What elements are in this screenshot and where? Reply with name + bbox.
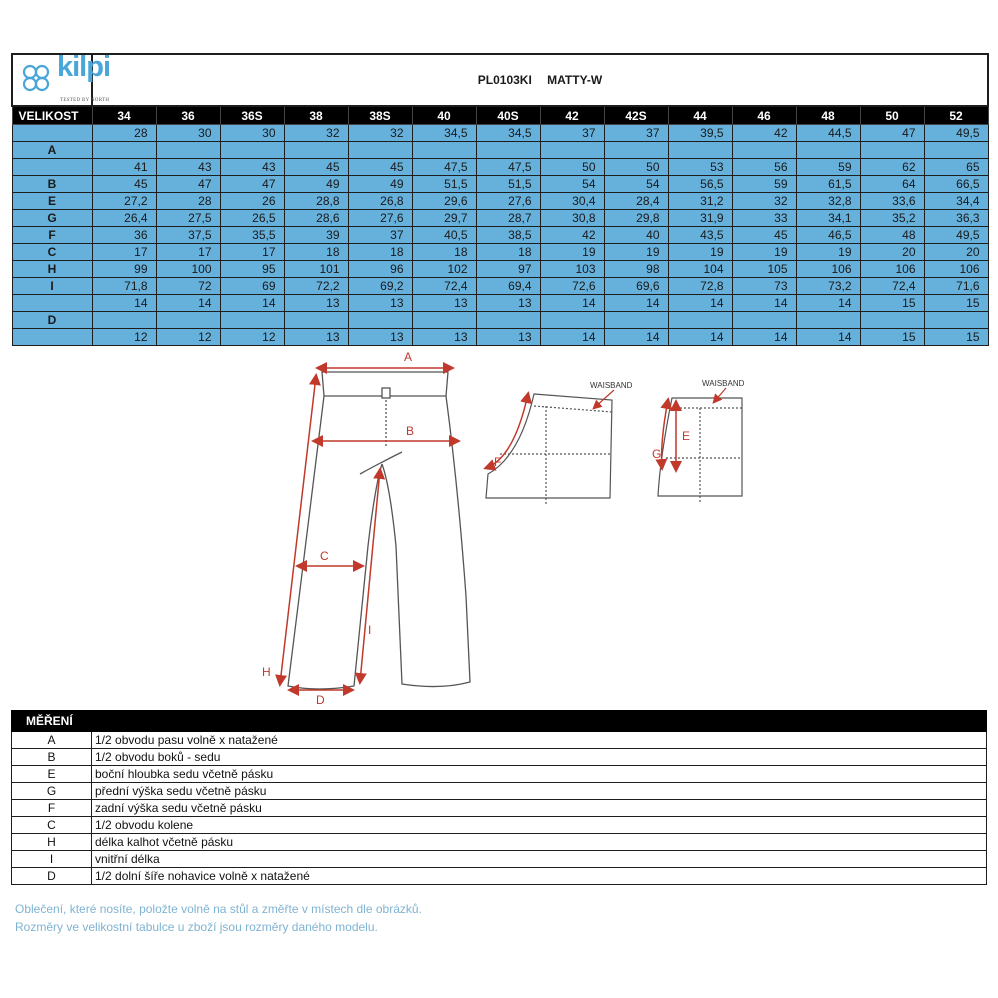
size-value-cell: 104 xyxy=(668,261,732,278)
size-value-cell: 14 xyxy=(604,295,668,312)
size-value-cell: 98 xyxy=(604,261,668,278)
size-value-cell xyxy=(92,312,156,329)
size-value-cell xyxy=(604,142,668,159)
size-value-cell: 43,5 xyxy=(668,227,732,244)
size-value-cell: 18 xyxy=(348,244,412,261)
measurement-key: D xyxy=(12,868,92,885)
size-value-cell: 47 xyxy=(220,176,284,193)
size-value-cell: 14 xyxy=(668,329,732,346)
size-value-cell: 66,5 xyxy=(924,176,988,193)
size-value-cell: 29,7 xyxy=(412,210,476,227)
measurement-description: vnitřní délka xyxy=(92,851,987,868)
size-value-cell: 34,1 xyxy=(796,210,860,227)
size-value-cell: 48 xyxy=(860,227,924,244)
size-value-cell: 29,8 xyxy=(604,210,668,227)
size-value-cell: 35,2 xyxy=(860,210,924,227)
size-value-cell: 41 xyxy=(92,159,156,176)
size-value-cell: 73 xyxy=(732,278,796,295)
size-value-cell: 37 xyxy=(604,125,668,142)
size-header-38: 38 xyxy=(284,106,348,125)
size-row xyxy=(12,312,988,329)
size-value-cell: 50 xyxy=(604,159,668,176)
size-value-cell: 105 xyxy=(732,261,796,278)
size-value-cell: 17 xyxy=(220,244,284,261)
measure-d xyxy=(290,690,352,707)
size-value-cell: 61,5 xyxy=(796,176,860,193)
size-value-cell: 32 xyxy=(284,125,348,142)
size-value-cell: 18 xyxy=(476,244,540,261)
size-value-cell: 38,5 xyxy=(476,227,540,244)
size-row-label: B xyxy=(12,176,92,193)
pants-measurement-diagram xyxy=(0,346,998,708)
size-value-cell: 69 xyxy=(220,278,284,295)
measuring-note: Oblečení, které nosíte, položte volně na stůl a změřte v místech dle obrázků. xyxy=(15,902,422,916)
size-value-cell: 54 xyxy=(604,176,668,193)
label-h: H xyxy=(262,665,271,679)
size-value-cell: 36,3 xyxy=(924,210,988,227)
size-value-cell: 27,2 xyxy=(92,193,156,210)
label-c: C xyxy=(320,549,329,563)
size-header-46: 46 xyxy=(732,106,796,125)
size-value-cell: 13 xyxy=(348,329,412,346)
size-value-cell: 97 xyxy=(476,261,540,278)
size-value-cell: 14 xyxy=(796,329,860,346)
size-value-cell: 14 xyxy=(220,295,284,312)
size-value-cell: 71,8 xyxy=(92,278,156,295)
size-value-cell: 26 xyxy=(220,193,284,210)
size-value-cell: 14 xyxy=(796,295,860,312)
size-value-cell: 106 xyxy=(860,261,924,278)
size-value-cell: 47 xyxy=(860,125,924,142)
size-value-cell: 27,6 xyxy=(348,210,412,227)
size-row xyxy=(12,227,988,244)
size-value-cell xyxy=(348,312,412,329)
size-value-cell: 96 xyxy=(348,261,412,278)
size-row-label: H xyxy=(12,261,92,278)
label-i: I xyxy=(368,623,372,637)
size-row-label: F xyxy=(12,227,92,244)
measurement-key: A xyxy=(12,732,92,749)
size-value-cell: 45 xyxy=(732,227,796,244)
label-b: B xyxy=(406,424,415,438)
size-value-cell xyxy=(220,142,284,159)
size-value-cell xyxy=(412,312,476,329)
size-row-label: E xyxy=(12,193,92,210)
size-value-cell: 72,4 xyxy=(412,278,476,295)
measure-i xyxy=(360,470,380,682)
size-value-cell xyxy=(92,142,156,159)
size-value-cell: 28 xyxy=(92,125,156,142)
label-e: E xyxy=(682,429,691,443)
size-row xyxy=(12,159,988,176)
waistband-label-right: WAISBAND xyxy=(702,379,745,388)
waistband-pointer-left xyxy=(590,381,633,408)
measurement-row xyxy=(12,817,987,834)
size-value-cell: 27,5 xyxy=(156,210,220,227)
size-value-cell xyxy=(476,312,540,329)
size-header-42: 42 xyxy=(540,106,604,125)
pants-outline xyxy=(288,372,470,689)
size-value-cell: 30,8 xyxy=(540,210,604,227)
size-value-cell: 26,4 xyxy=(92,210,156,227)
measure-c xyxy=(298,549,362,566)
size-row-label xyxy=(12,329,92,346)
size-value-cell: 49,5 xyxy=(924,125,988,142)
size-row xyxy=(12,193,988,210)
size-value-cell: 14 xyxy=(92,295,156,312)
measurement-key: C xyxy=(12,817,92,834)
size-value-cell: 19 xyxy=(540,244,604,261)
size-value-cell: 20 xyxy=(860,244,924,261)
brand-logo-cell xyxy=(12,51,111,106)
size-value-cell: 73,2 xyxy=(796,278,860,295)
size-value-cell: 28,8 xyxy=(284,193,348,210)
size-row-label xyxy=(12,295,92,312)
size-value-cell xyxy=(732,142,796,159)
size-value-cell: 101 xyxy=(284,261,348,278)
size-value-cell: 34,5 xyxy=(476,125,540,142)
size-value-cell: 102 xyxy=(412,261,476,278)
knot-icon xyxy=(18,60,54,96)
size-value-cell: 49 xyxy=(284,176,348,193)
size-value-cell: 14 xyxy=(540,295,604,312)
size-value-cell: 31,9 xyxy=(668,210,732,227)
measurement-description: 1/2 obvodu boků - sedu xyxy=(92,749,987,766)
size-row-label: D xyxy=(12,312,92,329)
label-d: D xyxy=(316,693,325,707)
size-value-cell: 28,4 xyxy=(604,193,668,210)
size-value-cell: 53 xyxy=(668,159,732,176)
size-value-cell: 33,6 xyxy=(860,193,924,210)
size-header-40: 40 xyxy=(412,106,476,125)
size-value-cell: 42 xyxy=(540,227,604,244)
size-value-cell: 46,5 xyxy=(796,227,860,244)
size-header-label: VELIKOST xyxy=(12,106,92,125)
measurement-key: B xyxy=(12,749,92,766)
size-value-cell: 14 xyxy=(732,329,796,346)
size-value-cell: 17 xyxy=(156,244,220,261)
size-value-cell: 45 xyxy=(348,159,412,176)
size-value-cell: 34,4 xyxy=(924,193,988,210)
size-value-cell: 59 xyxy=(796,159,860,176)
size-value-cell: 18 xyxy=(412,244,476,261)
size-value-cell: 95 xyxy=(220,261,284,278)
size-row xyxy=(12,176,988,193)
waistband-label-left: WAISBAND xyxy=(590,381,633,390)
measurement-key: H xyxy=(12,834,92,851)
size-value-cell: 43 xyxy=(156,159,220,176)
size-value-cell: 56 xyxy=(732,159,796,176)
size-value-cell: 14 xyxy=(540,329,604,346)
size-value-cell: 37 xyxy=(540,125,604,142)
measurement-description: boční hloubka sedu včetně pásku xyxy=(92,766,987,783)
size-value-cell: 15 xyxy=(860,329,924,346)
size-value-cell: 59 xyxy=(732,176,796,193)
size-value-cell xyxy=(412,142,476,159)
size-value-cell: 42 xyxy=(732,125,796,142)
size-row xyxy=(12,244,988,261)
measurement-row xyxy=(12,749,987,766)
size-value-cell: 29,6 xyxy=(412,193,476,210)
size-value-cell: 39,5 xyxy=(668,125,732,142)
size-value-cell: 72,8 xyxy=(668,278,732,295)
size-header-38s: 38S xyxy=(348,106,412,125)
size-value-cell: 13 xyxy=(412,295,476,312)
size-value-cell: 54 xyxy=(540,176,604,193)
size-value-cell: 34,5 xyxy=(412,125,476,142)
size-value-cell: 14 xyxy=(604,329,668,346)
measurement-description: přední výška sedu včetně pásku xyxy=(92,783,987,800)
label-f: F xyxy=(494,455,502,469)
size-value-cell xyxy=(924,312,988,329)
size-value-cell: 28,6 xyxy=(284,210,348,227)
size-value-cell: 14 xyxy=(668,295,732,312)
size-value-cell: 51,5 xyxy=(476,176,540,193)
size-value-cell xyxy=(860,142,924,159)
size-value-cell: 26,5 xyxy=(220,210,284,227)
size-row-label xyxy=(12,125,92,142)
size-row-label: C xyxy=(12,244,92,261)
size-value-cell: 64 xyxy=(860,176,924,193)
size-value-cell: 99 xyxy=(92,261,156,278)
size-value-cell: 27,6 xyxy=(476,193,540,210)
model-note: Rozměry ve velikostní tabulce u zboží jsou rozměry daného modelu. xyxy=(15,920,378,934)
size-value-cell: 15 xyxy=(924,295,988,312)
size-row-label: G xyxy=(12,210,92,227)
size-value-cell: 13 xyxy=(348,295,412,312)
product-model: MATTY-W xyxy=(547,73,603,87)
measurement-legend-header: MĚŘENÍ xyxy=(12,711,987,732)
size-value-cell: 72,6 xyxy=(540,278,604,295)
measurement-key: F xyxy=(12,800,92,817)
size-value-cell: 32 xyxy=(732,193,796,210)
size-header-36s: 36S xyxy=(220,106,284,125)
size-row xyxy=(12,210,988,227)
size-value-cell: 19 xyxy=(732,244,796,261)
size-value-cell: 51,5 xyxy=(412,176,476,193)
size-value-cell xyxy=(668,312,732,329)
size-value-cell: 69,6 xyxy=(604,278,668,295)
size-value-cell: 72 xyxy=(156,278,220,295)
size-value-cell: 106 xyxy=(796,261,860,278)
size-value-cell: 49,5 xyxy=(924,227,988,244)
size-value-cell: 20 xyxy=(924,244,988,261)
product-code: PL0103KI xyxy=(477,73,532,87)
size-header-34: 34 xyxy=(92,106,156,125)
size-value-cell: 12 xyxy=(220,329,284,346)
measurement-key: E xyxy=(12,766,92,783)
size-row xyxy=(12,329,988,346)
size-value-cell xyxy=(540,142,604,159)
size-value-cell: 100 xyxy=(156,261,220,278)
measurement-key: I xyxy=(12,851,92,868)
size-value-cell: 19 xyxy=(604,244,668,261)
size-header-52: 52 xyxy=(924,106,988,125)
size-row xyxy=(12,261,988,278)
size-value-cell: 33 xyxy=(732,210,796,227)
size-value-cell: 45 xyxy=(284,159,348,176)
size-value-cell xyxy=(924,142,988,159)
size-value-cell: 13 xyxy=(412,329,476,346)
size-value-cell: 40 xyxy=(604,227,668,244)
size-value-cell: 31,2 xyxy=(668,193,732,210)
size-value-cell: 19 xyxy=(668,244,732,261)
measurement-description: délka kalhot včetně pásku xyxy=(92,834,987,851)
measurement-row xyxy=(12,800,987,817)
size-header-48: 48 xyxy=(796,106,860,125)
size-value-cell xyxy=(732,312,796,329)
measure-a xyxy=(318,350,452,368)
size-value-cell: 14 xyxy=(732,295,796,312)
size-value-cell: 32,8 xyxy=(796,193,860,210)
size-value-cell: 45 xyxy=(92,176,156,193)
size-value-cell xyxy=(156,312,220,329)
measurement-description: 1/2 dolní šíře nohavice volně x natažené xyxy=(92,868,987,885)
size-value-cell: 12 xyxy=(92,329,156,346)
product-title xyxy=(92,54,988,106)
size-value-cell: 39 xyxy=(284,227,348,244)
size-row xyxy=(12,142,988,159)
size-value-cell: 13 xyxy=(476,295,540,312)
size-value-cell: 69,2 xyxy=(348,278,412,295)
size-value-cell: 35,5 xyxy=(220,227,284,244)
front-rise-detail xyxy=(658,398,742,502)
size-value-cell: 17 xyxy=(92,244,156,261)
size-value-cell: 72,4 xyxy=(860,278,924,295)
size-row xyxy=(12,295,988,312)
size-value-cell: 12 xyxy=(156,329,220,346)
size-value-cell: 47,5 xyxy=(476,159,540,176)
size-value-cell xyxy=(860,312,924,329)
size-value-cell: 32 xyxy=(348,125,412,142)
size-row xyxy=(12,278,988,295)
size-chart-table xyxy=(11,53,989,346)
size-value-cell: 47 xyxy=(156,176,220,193)
size-value-cell xyxy=(540,312,604,329)
measurement-row xyxy=(12,834,987,851)
size-value-cell: 13 xyxy=(284,295,348,312)
size-value-cell xyxy=(796,142,860,159)
size-row-label: I xyxy=(12,278,92,295)
label-g: G xyxy=(652,447,662,461)
measure-e xyxy=(676,402,690,470)
brand-tagline: TESTED BY NORTH xyxy=(60,98,110,103)
size-row-label xyxy=(12,159,92,176)
size-value-cell: 103 xyxy=(540,261,604,278)
size-value-cell xyxy=(156,142,220,159)
brand-name: kilpi xyxy=(57,51,111,83)
size-value-cell: 44,5 xyxy=(796,125,860,142)
size-header-40s: 40S xyxy=(476,106,540,125)
size-value-cell: 40,5 xyxy=(412,227,476,244)
size-row-label: A xyxy=(12,142,92,159)
size-value-cell: 13 xyxy=(476,329,540,346)
size-value-cell: 47,5 xyxy=(412,159,476,176)
size-value-cell: 56,5 xyxy=(668,176,732,193)
kilpi-logo xyxy=(13,51,111,105)
measurement-row xyxy=(12,732,987,749)
size-value-cell: 19 xyxy=(796,244,860,261)
size-value-cell xyxy=(284,312,348,329)
size-value-cell: 62 xyxy=(860,159,924,176)
size-value-cell: 15 xyxy=(924,329,988,346)
size-value-cell: 69,4 xyxy=(476,278,540,295)
size-value-cell: 65 xyxy=(924,159,988,176)
back-rise-detail xyxy=(486,394,612,504)
size-value-cell: 14 xyxy=(156,295,220,312)
size-value-cell xyxy=(796,312,860,329)
measurement-description: 1/2 obvodu kolene xyxy=(92,817,987,834)
size-value-cell: 30 xyxy=(220,125,284,142)
size-header-44: 44 xyxy=(668,106,732,125)
size-value-cell xyxy=(220,312,284,329)
measurement-key: G xyxy=(12,783,92,800)
size-value-cell: 37,5 xyxy=(156,227,220,244)
size-value-cell xyxy=(284,142,348,159)
size-value-cell: 28 xyxy=(156,193,220,210)
measurement-row xyxy=(12,868,987,885)
size-value-cell xyxy=(348,142,412,159)
size-value-cell: 106 xyxy=(924,261,988,278)
size-value-cell: 37 xyxy=(348,227,412,244)
size-header-row xyxy=(12,106,988,125)
size-value-cell: 18 xyxy=(284,244,348,261)
size-header-42s: 42S xyxy=(604,106,668,125)
size-header-50: 50 xyxy=(860,106,924,125)
size-value-cell: 71,6 xyxy=(924,278,988,295)
size-value-cell: 13 xyxy=(284,329,348,346)
measurement-row xyxy=(12,766,987,783)
size-value-cell xyxy=(476,142,540,159)
size-value-cell: 36 xyxy=(92,227,156,244)
size-value-cell: 28,7 xyxy=(476,210,540,227)
size-value-cell: 49 xyxy=(348,176,412,193)
measurement-row xyxy=(12,851,987,868)
size-value-cell: 72,2 xyxy=(284,278,348,295)
size-value-cell: 30,4 xyxy=(540,193,604,210)
measurement-row xyxy=(12,783,987,800)
size-value-cell: 43 xyxy=(220,159,284,176)
measurement-legend-table xyxy=(11,710,987,885)
size-value-cell: 26,8 xyxy=(348,193,412,210)
measurement-description: 1/2 obvodu pasu volně x natažené xyxy=(92,732,987,749)
size-header-36: 36 xyxy=(156,106,220,125)
size-row xyxy=(12,125,988,142)
size-value-cell: 30 xyxy=(156,125,220,142)
measurement-description: zadní výška sedu včetně pásku xyxy=(92,800,987,817)
size-value-cell xyxy=(668,142,732,159)
label-a: A xyxy=(404,350,413,364)
size-value-cell: 15 xyxy=(860,295,924,312)
size-value-cell xyxy=(604,312,668,329)
size-value-cell: 50 xyxy=(540,159,604,176)
